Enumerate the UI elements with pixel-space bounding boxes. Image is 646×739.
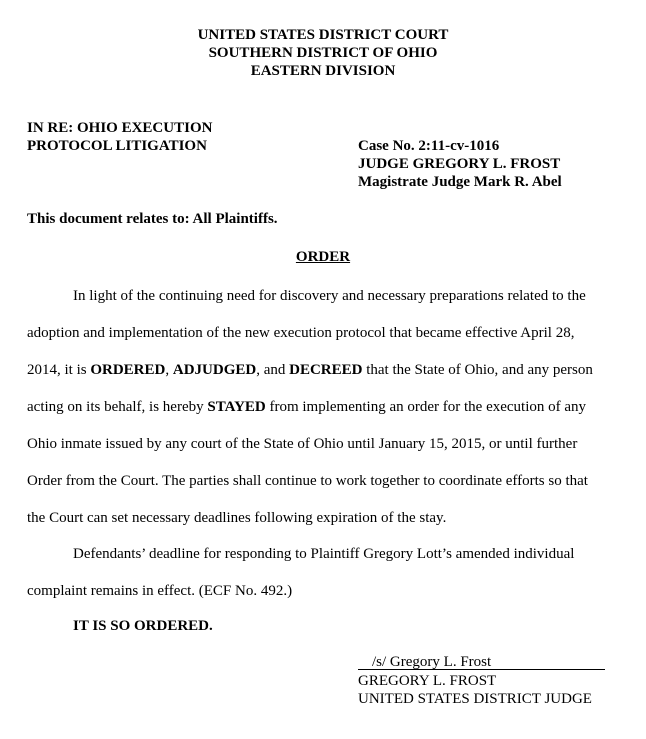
paragraph2-line2: complaint remains in effect. (ECF No. 492.) <box>27 583 293 599</box>
relates-to-statement: This document relates to: All Plaintiffs. <box>27 211 278 227</box>
so-ordered-statement: IT IS SO ORDERED. <box>73 618 213 634</box>
text-segment: from implementing an order for the execution of any <box>265 399 587 415</box>
case-title-line1: IN RE: OHIO EXECUTION <box>27 120 213 136</box>
electronic-signature: /s/ Gregory L. Frost <box>372 654 492 670</box>
stayed-emphasis: STAYED <box>207 399 266 415</box>
text-segment: that the State of Ohio, and any person <box>362 362 593 378</box>
paragraph1-line4 <box>27 398 586 416</box>
ordered-emphasis: ORDERED <box>90 362 166 378</box>
court-name: UNITED STATES DISTRICT COURT <box>197 27 449 43</box>
magistrate-judge-name: Magistrate Judge Mark R. Abel <box>358 174 562 190</box>
paragraph1-line6: Order from the Court. The parties shall continue to work together to coordinate efforts so that <box>27 473 588 489</box>
paragraph1-line3 <box>27 361 593 379</box>
judge-name: JUDGE GREGORY L. FROST <box>358 156 561 172</box>
case-info <box>358 137 562 191</box>
paragraph1-line1: In light of the continuing need for discovery and necessary preparations related to the <box>73 288 586 304</box>
district-name: SOUTHERN DISTRICT OF OHIO <box>208 45 438 61</box>
case-title-line2: PROTOCOL LITIGATION <box>27 138 207 154</box>
division-name: EASTERN DIVISION <box>250 63 396 79</box>
order-heading: ORDER <box>295 249 351 265</box>
case-title <box>27 119 212 155</box>
signature-line <box>358 653 605 670</box>
paragraph2-line1: Defendants’ deadline for responding to Plaintiff Gregory Lott’s amended individual <box>73 546 575 562</box>
paragraph1-line7: the Court can set necessary deadlines following expiration of the stay. <box>27 510 447 526</box>
paragraph1-line2: adoption and implementation of the new execution protocol that became effective April 28, <box>27 325 575 341</box>
adjudged-emphasis: ADJUDGED <box>172 362 257 378</box>
signer-name: GREGORY L. FROST <box>358 673 497 689</box>
paragraph1-line5: Ohio inmate issued by any court of the State of Ohio until January 15, 2015, or until further <box>27 436 578 452</box>
case-number: Case No. 2:11-cv-1016 <box>358 138 500 154</box>
decreed-emphasis: DECREED <box>289 362 363 378</box>
text-segment: , and <box>256 362 290 378</box>
court-caption <box>0 26 646 80</box>
signer-title: UNITED STATES DISTRICT JUDGE <box>358 691 592 707</box>
text-segment: acting on its behalf, is hereby <box>27 399 208 415</box>
text-segment: 2014, it is <box>27 362 91 378</box>
text-segment: , <box>165 362 173 378</box>
